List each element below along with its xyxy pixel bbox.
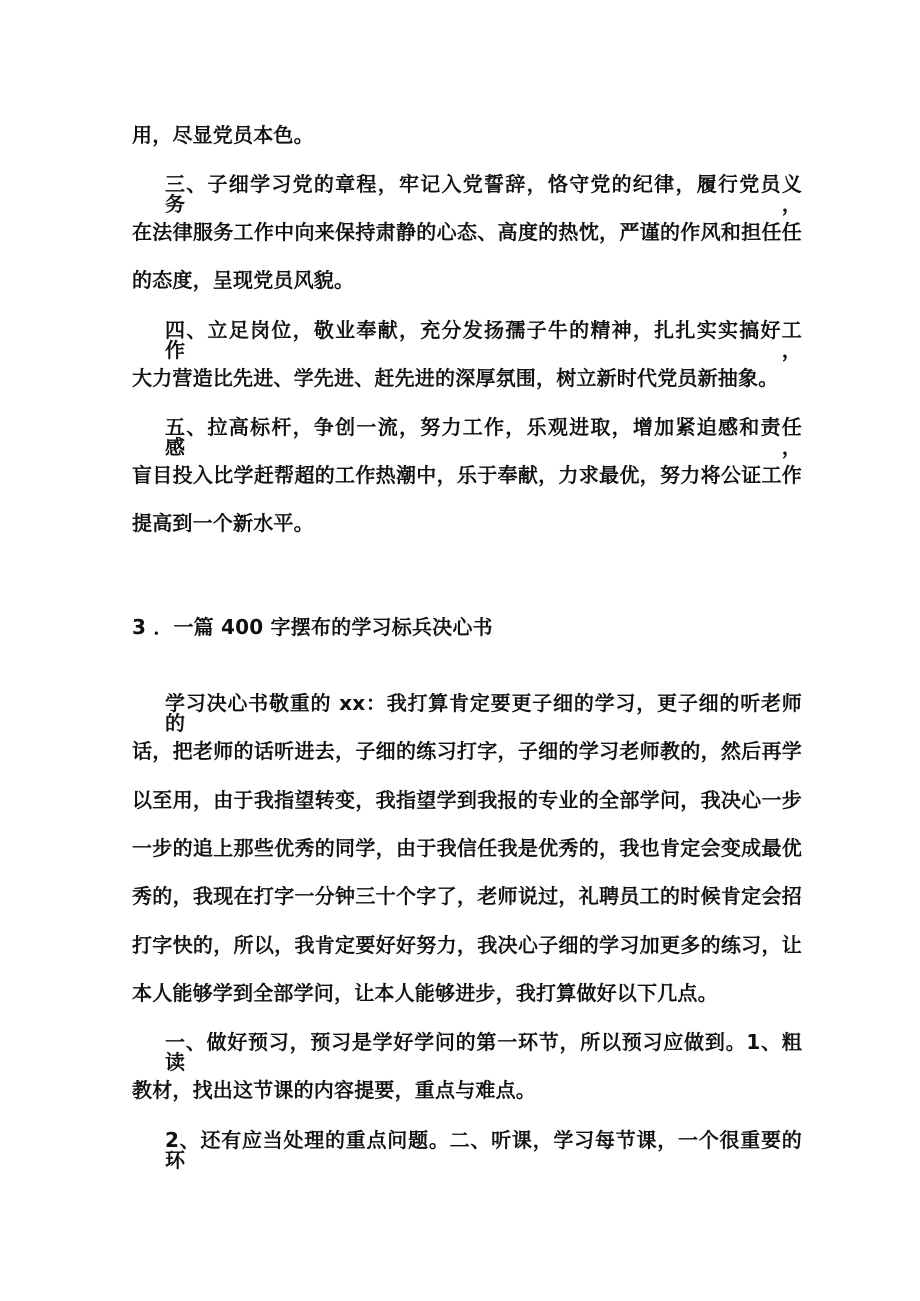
paragraph-line: 盲目投入比学赶帮超的工作热潮中，乐于奉献，力求最优，努力将公证工作 bbox=[132, 463, 802, 487]
section-heading: 3 ．一篇 400 字摆布的学习标兵决心书 bbox=[132, 615, 493, 639]
paragraph-line: 教材，找出这节课的内容提要，重点与难点。 bbox=[132, 1078, 536, 1102]
paragraph-line: 三、子细学习党的章程，牢记入党誓辞，恪守党的纪律，履行党员义务， bbox=[165, 172, 802, 216]
paragraph-line: 2、还有应当处理的重点问题。二、听课，学习每节课，一个很重要的环 bbox=[165, 1128, 802, 1172]
paragraph-line: 一、做好预习，预习是学好学问的第一环节，所以预习应做到。1、粗读 bbox=[165, 1030, 802, 1074]
paragraph-line: 在法律服务工作中向来保持肃静的心态、高度的热忱，严谨的作风和担任任 bbox=[132, 220, 802, 244]
paragraph-line: 打字快的，所以，我肯定要好好努力，我决心子细的学习加更多的练习，让 bbox=[132, 933, 802, 957]
paragraph-line: 本人能够学到全部学问，让本人能够进步，我打算做好以下几点。 bbox=[132, 981, 718, 1005]
paragraph-line: 秀的，我现在打字一分钟三十个字了，老师说过，礼聘员工的时候肯定会招 bbox=[132, 884, 802, 908]
paragraph-line: 大力营造比先进、学先进、赶先进的深厚氛围，树立新时代党员新抽象。 bbox=[132, 366, 779, 390]
paragraph-line: 以至用，由于我指望转变，我指望学到我报的专业的全部学问，我决心一步 bbox=[132, 788, 802, 812]
paragraph-line: 学习决心书敬重的 xx：我打算肯定要更子细的学习，更子细的听老师的 bbox=[165, 691, 802, 735]
paragraph-line: 用，尽显党员本色。 bbox=[132, 123, 314, 147]
paragraph-line: 一步的追上那些优秀的同学，由于我信任我是优秀的，我也肯定会变成最优 bbox=[132, 836, 802, 860]
paragraph-line: 四、立足岗位，敬业奉献，充分发扬孺子牛的精神，扎扎实实搞好工作， bbox=[165, 318, 802, 362]
paragraph-line: 五、拉高标杆，争创一流，努力工作，乐观进取，增加紧迫感和责任感， bbox=[165, 415, 802, 459]
paragraph-line: 话，把老师的话听进去，子细的练习打字，子细的学习老师教的，然后再学 bbox=[132, 739, 802, 763]
paragraph-line: 的态度，呈现党员风貌。 bbox=[132, 268, 355, 292]
paragraph-line: 提高到一个新水平。 bbox=[132, 511, 314, 535]
